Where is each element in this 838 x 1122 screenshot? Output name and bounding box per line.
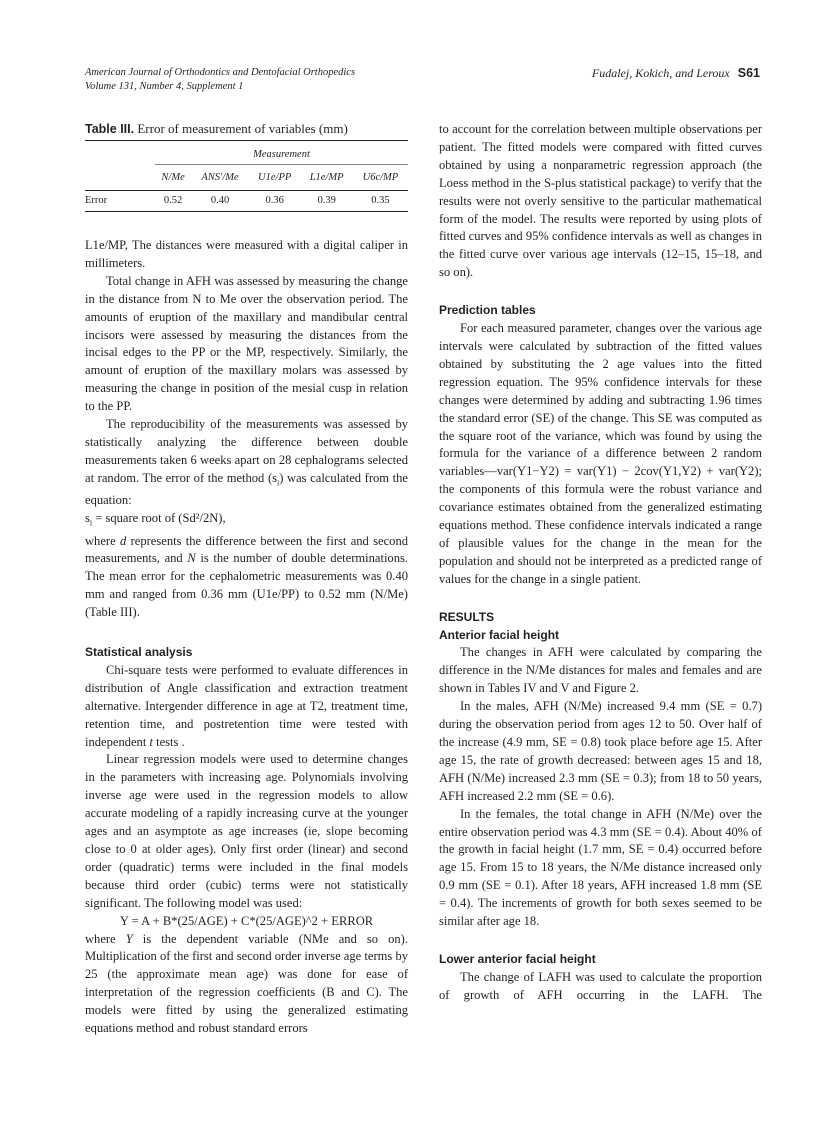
section-heading-results: RESULTS <box>439 609 495 624</box>
table-cell: 0.35 <box>371 195 390 207</box>
paragraph: In the males, AFH (N/Me) increased 9.4 mm (SE = 0.7) during the observation period from ages 12 to 50. Over half of the increase (4.9 mm, SE = 0.8) took place before age 15. After age 15, the rate of growth decreased: between ages 15 and 18, AFH (N/Me) increased 2.3 mm (SE = 0.3); from 18 to 50 years, AFH increased 2.2 mm (SE = 0.6). <box>439 699 762 803</box>
paragraph: The reproducibility of the measurements was assessed by statistically analyzing the difference between double measurements taken 6 weeks apart on 28 cephalograms selected at random. The error of the method $(s_i)$ was calculated from the equation: <box>85 417 408 508</box>
equation-error-method: $s_i$ = square root of (Sd²/2N), <box>85 511 226 528</box>
table-col-header: L1e/MP <box>309 172 344 184</box>
table-col-header: U6c/MP <box>362 172 399 184</box>
section-heading-statistical-analysis: Statistical analysis <box>85 645 193 660</box>
paragraph: Linear regression models were used to determine changes in the parameters with increasing age. Polynomials involving inverse age were used in the regression models to allow accurate modeling of a rapidly increasing curve at the younger ages and an asymptote as age increases (ie, slope becoming close to 0 at older ages). Only first order (linear) and second order (quadratic) terms were included in the final models because third order (cubic) terms were not statistically significant. The following model was used: <box>85 752 408 910</box>
authors: Fudalej, Kokich, and Leroux <box>591 66 730 80</box>
section-heading-prediction-tables: Prediction tables <box>439 303 536 318</box>
left-column <box>85 121 408 1038</box>
paragraph: where d represents the difference between the first and second measurements, and N is the number of double determinations. The mean error for the cephalometric measurements was 0.40 mm and ranged from 0.36 mm (U1e/PP) to 0.52 mm (N/Me) (Table III). <box>85 533 408 620</box>
table-col-header <box>85 165 155 191</box>
table-group-header: Measurement <box>155 141 408 165</box>
table-caption <box>85 121 408 137</box>
running-header-journal <box>85 66 355 94</box>
journal-name: American Journal of Orthodontics and Dentofacial Orthopedics <box>85 67 356 78</box>
table-col-header: U1e/PP <box>258 172 292 184</box>
page-number: S61 <box>737 66 760 80</box>
error-table <box>85 140 408 212</box>
table-col-header: ANS′/Me <box>201 172 239 184</box>
right-column <box>439 121 762 1005</box>
table-row-label: Error <box>85 195 108 207</box>
paragraph: In the females, the total change in AFH (N/Me) over the entire observation period was 4.3 mm (SE = 0.4). About 40% of the growth in facial height (1.7 mm, SE = 0.4) occurred before age 15. From 15 to 18 years, the N/Me distance increased only 0.9 mm (SE = 0.1). After 18 years, AFH increased 1.8 mm (SE = 0.4). The increments of growth for both sexes seemed to be similar after age 18. <box>439 806 762 929</box>
paragraph: to account for the correlation between multiple observations per patient. The fitted models were compared with fitted curves obtained by using a nonparametric regression approach (the Loess method in the S-plus statistical package) to verify that the results were not overly sensitive to the particular mathematical form of the model. The results were reported by using plots of fitted curves and 95% confidence intervals as well as changes in the fitted curve over various age intervals (12–15, 15–18, and so on). <box>439 122 762 280</box>
section-heading-anterior-facial-height: Anterior facial height <box>439 627 560 642</box>
table-label: Table III. <box>85 122 135 136</box>
table-cell: 0.40 <box>210 195 230 207</box>
paragraph: Total change in AFH was assessed by measuring the change in the distance from N to Me over the observation period. The amounts of eruption of the maxillary and mandibular central incisors were assessed by measuring the distances from the incisal edges to the PP or the MP, respectively. Similarly, the amount of eruption of the maxillary molars was assessed by measuring the change in position of the mesial cusp in relation to the PP. <box>85 273 408 414</box>
paragraph: For each measured parameter, changes over the various age intervals were calculated by subtraction of the fitted values obtained by substituting the 2 age values into the fitted regression equation. The 95% confidence intervals for these changes were determined by adding and subtracting 1.96 times the standard error (SE) of the change. This SE was computed as the square root of the variance, which was found by using the formula for the variance of a difference between 2 random variables—var(Y1−Y2) = var(Y1) − 2cov(Y1,Y2) + var(Y2); the components of this formula were the robust variance and covariance estimates obtained from the generalized estimating equations method. These confidence intervals indicated a range of plausible values for the change in the mean for the population and should not be interpreted as a predicted range of values for the change in a single patient. <box>439 321 762 586</box>
table-title: Error of measurement of variables (mm) <box>137 121 348 136</box>
journal-volume: Volume 131, Number 4, Supplement 1 <box>85 81 244 92</box>
table-col-header: N/Me <box>161 172 185 184</box>
section-heading-lower-anterior-facial-height: Lower anterior facial height <box>439 951 596 966</box>
paragraph: Chi-square tests were performed to evaluate differences in distribution of Angle classification and extraction treatment alternative. Intergender difference in age at T2, treatment time, retention time, and postretention time were tested with independent t tests . <box>85 662 408 749</box>
running-header-authors <box>592 66 760 80</box>
table-cell: 0.39 <box>317 195 336 207</box>
table-row <box>85 191 408 212</box>
paragraph: L1e/MP, The distances were measured with a digital caliper in millimeters. <box>85 238 408 270</box>
equation-regression-model: Y = A + B*(25/AGE) + C*(25/AGE)^2 + ERROR <box>119 913 374 928</box>
paragraph: The change of LAFH was used to calculate the proportion of growth of AFH occurring in the LAFH. The <box>439 969 762 1002</box>
table-cell: 0.52 <box>163 195 183 207</box>
table-cell: 0.36 <box>265 195 284 207</box>
paragraph: The changes in AFH were calculated by comparing the difference in the N/Me distances for males and females and are shown in Tables IV and V and Figure 2. <box>439 645 762 696</box>
paragraph: where Y is the dependent variable (NMe and so on). Multiplication of the first and second order inverse age terms by 25 (the approximate mean age) was done for ease of interpretation of the regression coefficients (B and C). The models were fitted by using the generalized estimating equations method and robust standard errors <box>85 931 408 1036</box>
